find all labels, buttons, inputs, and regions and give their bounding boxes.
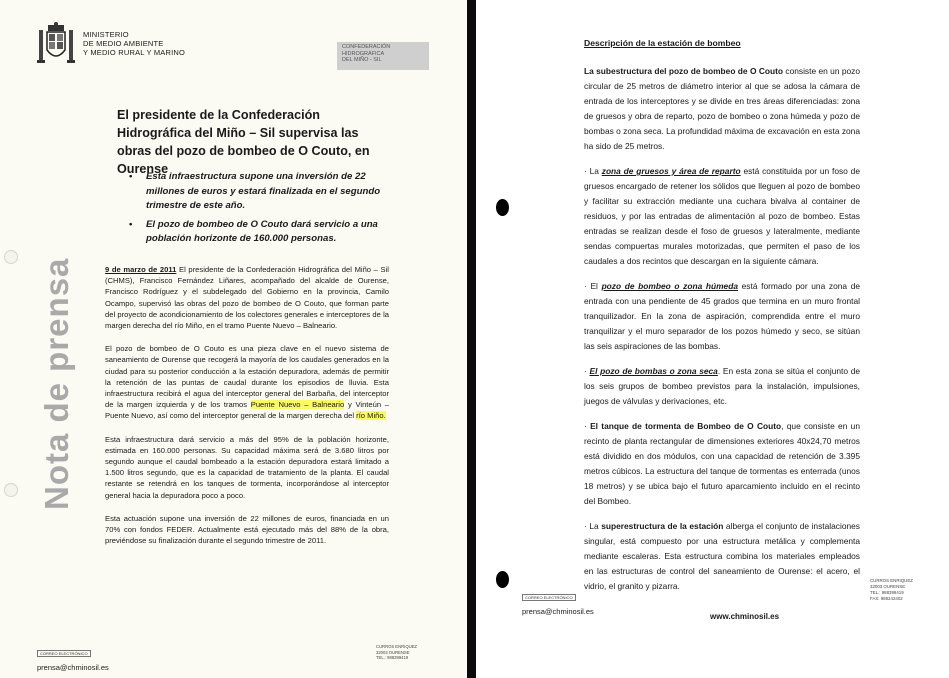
- binder-hole: [496, 571, 509, 588]
- bold-term: El pozo de bombas o zona seca: [589, 366, 718, 376]
- address-line: 32003 OURENSE: [376, 649, 410, 655]
- vertical-label: Nota de prensa: [38, 257, 75, 510]
- dateline: 9 de marzo de 2011: [105, 265, 177, 274]
- paragraph-text: El: [590, 281, 602, 291]
- paragraph-text: consiste en un pozo circular de 25 metros de diámetro interior al que se adosa la cámara de entrada de los interceptores y se divide en tres áreas diferenciadas: zona de gruesos y obra de reparto, pozo de bombeo o zona húmeda y pozo de bombas o zona seca. La profundidad máxima de excavación en esta zona ha sido de 25 metros.: [584, 66, 860, 151]
- paragraph-text: El presidente de la Confederación Hidrográfica del Miño – Sil (CHMS), Francisco Fernández Liñares, acompañado del alcalde de Ourense, Francisco Rodríguez y el subdelegado del Gobierno en la provincia, Camilo Ocampo, supervisó las obras del pozo de bombeo de O Couto, que forman parte del proyecto de acondicionamiento de los colectores generales e interceptores de la margen derecha del río Miño, en el tramo Puente Nuevo – Balneario.: [105, 265, 389, 331]
- bold-term: superestructura de la estación: [601, 521, 724, 531]
- postal-address: [870, 578, 913, 602]
- address-line: 32003 OURENSE: [870, 584, 906, 589]
- coat-of-arms-icon: [37, 22, 75, 66]
- highlighted-text: Puente Nuevo – Balneario: [250, 400, 345, 410]
- press-release-page-right: [476, 0, 949, 678]
- ministry-line: DE MEDIO AMBIENTE: [83, 39, 164, 48]
- bold-term: pozo de bombeo o zona húmeda: [601, 281, 738, 291]
- bold-term: zona de gruesos y área de reparto: [601, 166, 741, 176]
- address-line: FAX: 988242402: [870, 596, 903, 601]
- email-link[interactable]: prensa@chminosil.es: [522, 607, 594, 616]
- email-label: CORREO ELECTRÓNICO: [522, 594, 576, 601]
- ministry-line: Y MEDIO RURAL Y MARINO: [83, 48, 186, 57]
- address-line: TEL.: 988399419: [376, 655, 409, 660]
- ministry-line: MINISTERIO: [83, 30, 129, 39]
- paragraph: [105, 343, 389, 421]
- summary-bullets: [128, 170, 398, 251]
- address-line: CURROS ENRIQUEZ: [870, 578, 913, 583]
- paragraph: [105, 264, 389, 331]
- paragraph-text: . En esta zona se sitúa el conjunto de los seis grupos de bombeo previstos para la instalación, impulsiones, juegos de válvulas y derivaciones, etc.: [584, 366, 861, 406]
- paragraph-text: La: [589, 166, 602, 176]
- paragraph: Esta actuación supone una inversión de 22 millones de euros, financiada en un 70% con fondos FEDER. Actualmente está ejecutado más del 88% de la obra, previéndose su finalización durante el segundo trimestre de 2011.: [105, 513, 389, 546]
- paragraph: · La superestructura de la estación alberga el conjunto de instalaciones singular, está compuesto por una estructura metálica y complementa mediante escaleras. Esta estructura combina los materiales empleados en las estructuras de control del saneamiento de Ourense: el acero, el vidrio, el granito y pizarra.: [584, 521, 860, 591]
- email-label: CORREO ELECTRÓNICO: [37, 650, 91, 657]
- paragraph: Esta infraestructura dará servicio a más del 95% de la población horizonte, estimada en 160.000 personas. Su capacidad máxima será de 3.680 litros por segundo aunque el caudal bombeado a la estación depuradora estará limitado a 1.500 litros segundo, que es la capacidad de tratamiento de la planta. El caudal restante se retendrá en los tanques de tormenta, incorporándose al interceptor general hacia la depuradora poco a poco.: [105, 434, 389, 500]
- paragraph: [584, 64, 860, 154]
- description-text: [584, 64, 860, 604]
- summary-bullet: • Esta infraestructura supone una inversión de 22 millones de euros y estará finalizada en el segundo trimestre de este año.: [128, 170, 398, 214]
- footer-contact: [522, 586, 594, 616]
- paragraph: · El pozo de bombas o zona seca. En esta zona se sitúa el conjunto de los seis grupos de bombeo previstos para la instalación, impulsiones, juegos de válvulas y derivaciones, etc.: [584, 366, 861, 406]
- paragraph-text: está constituida por un foso de gruesos encargado de retener los sólidos que lleguen al pozo de bombeo y facilitar su extracción mediante una cuchara bivalva al container de residuos, y por las entradas de alimentación al pozo de bombeo. Estas entradas se realizan desde el foso de gruesos y lateralmente, mediante sendas compuertas murales motorizadas, que permiten el paso de los caudales a dos recintos que descargan en la siguiente cámara.: [584, 166, 860, 266]
- section-title: Descripción de la estación de bombeo: [584, 38, 741, 48]
- paragraph: · El pozo de bombeo o zona húmeda está formado por una zona de entrada con una pendiente de 45 grados que termina en un muro frontal tranquilizador. En la zona de aspiración, comprendida entre el muro tranquilizar y el muro separador de los pozos húmedo y seco, se sitúan las seis aspiraciones de las bombas.: [584, 281, 861, 351]
- paragraph-text: y Vinteún – Puente Nuevo, así como del interceptor general de la margen derecha del: [105, 400, 390, 421]
- confederation-line: HIDROGRÁFICA: [342, 50, 385, 57]
- website-link[interactable]: www.chminosil.es: [710, 612, 780, 621]
- postal-address: [376, 644, 417, 661]
- highlighted-text: río Miño.: [356, 411, 386, 421]
- footer-contact: [37, 642, 109, 672]
- address-line: CURROS ENRIQUEZ: [376, 644, 417, 649]
- paragraph-text: La: [589, 521, 602, 531]
- body-text: [105, 264, 389, 558]
- page-divider: [467, 0, 476, 678]
- confederation-label-box: [337, 42, 429, 70]
- confederation-line: DEL MIÑO - SIL: [342, 57, 382, 63]
- paragraph: · El tanque de tormenta de Bombeo de O Couto, que consiste en un recinto de planta rectangular de dimensiones exteriores 40x24,70 metros está dividido en dos módulos, con una capacidad de retención de 3.395 metros cúbicos. La estructura del tanque de tormentas es enterrada (unos 18 metros) y se ubica bajo el futuro aparcamiento incluido en el recinto del Bombeo.: [584, 421, 860, 506]
- bold-term: El tanque de tormenta de Bombeo de O Couto: [590, 421, 782, 431]
- bold-term: La subestructura del pozo de bombeo de O Couto: [584, 66, 784, 76]
- punch-hole: [4, 483, 18, 497]
- headline: El presidente de la Confederación Hidrográfica del Miño – Sil supervisa las obras del pozo de bombeo de O Couto, en Ourense: [117, 108, 370, 176]
- paragraph-text: , que consiste en un recinto de planta rectangular de dimensiones exteriores 40x24,70 metros está dividido en dos módulos, con una capacidad de retención de 3.395 metros cúbicos. La estructura del tanque de tormentas es enterrada (unos 18 metros) y se ubica bajo el futuro aparcamiento incluido en el recinto del Bombeo.: [584, 421, 860, 506]
- confederation-line: CONFEDERACIÓN: [342, 44, 391, 50]
- press-release-page-left: [0, 0, 467, 678]
- summary-bullet: • El pozo de bombeo de O Couto dará servicio a una población horizonte de 160.000 personas.: [128, 218, 398, 247]
- paragraph-text: El pozo de bombeo de O Couto es una pieza clave en el nuevo sistema de saneamiento de Ourense que recogerá la mayoría de los caudales generados en la ciudad para su posterior conducción a la estación depuradora, además de permitir la retención de las puntas de caudal durante los episodios de lluvia. Esta infraestructura recibirá el agua del interceptor general del Barbaña, del interceptor de la margen izquierda y de los tramos: [105, 344, 389, 410]
- email-link[interactable]: prensa@chminosil.es: [37, 663, 109, 672]
- ministry-name: [83, 30, 185, 57]
- paragraph-text: alberga el conjunto de instalaciones singular, está compuesto por una estructura metálica y complementa mediante escaleras. Esta estructura combina los materiales empleados en las estructuras de control del saneamiento de Ourense: el acero, el vidrio, el granito y pizarra.: [584, 521, 860, 591]
- address-line: TEL.: 988399419: [870, 590, 904, 595]
- paragraph-text: está formado por una zona de entrada con una pendiente de 45 grados que termina en un muro frontal tranquilizador. En la zona de aspiración, comprendida entre el muro tranquilizar y el muro separador de los pozos húmedo y seco, se sitúan las seis aspiraciones de las bombas.: [584, 281, 861, 351]
- punch-hole: [4, 250, 18, 264]
- paragraph: · La zona de gruesos y área de reparto está constituida por un foso de gruesos encargado de retener los sólidos que lleguen al pozo de bombeo y facilitar su extracción mediante una cuchara bivalva al container de residuos, y por las entradas de alimentación al pozo de bombeo. Estas entradas se realizan desde el foso de gruesos y lateralmente, mediante sendas compuertas murales motorizadas, que permiten el paso de los caudales a dos recintos que descargan en la siguiente cámara.: [584, 166, 860, 266]
- binder-hole: [496, 199, 509, 216]
